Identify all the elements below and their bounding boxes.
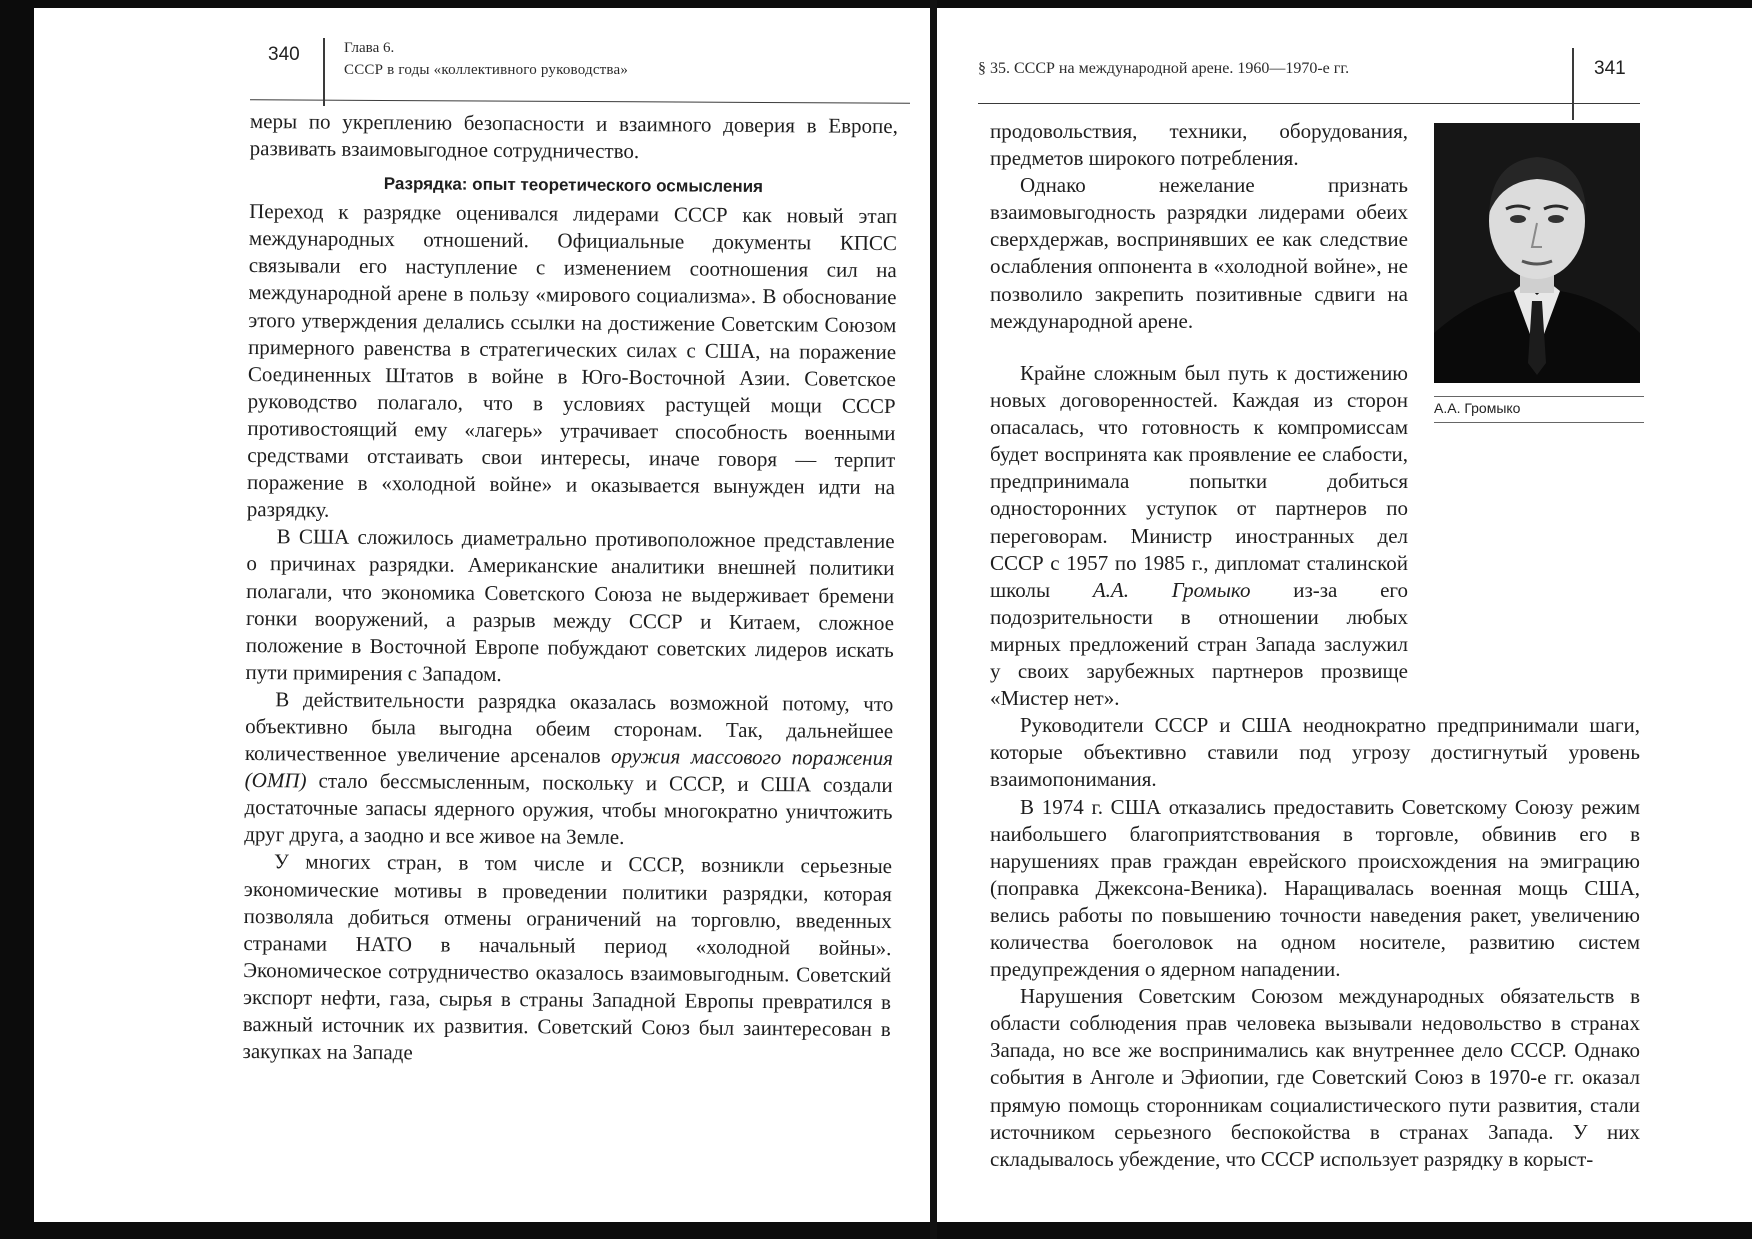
scan-border-top (0, 0, 1752, 8)
section-subheading: Разрядка: опыт теоретического осмысления (383, 174, 764, 197)
left-header-vertical-rule (323, 38, 325, 106)
paragraph: У многих стран, в том числе и СССР, возникли серьезные экономические мотивы в проведении политики разрядки, которая позволяла добиться отмены ограничений на торговлю, введенных странами НАТО в начальный период «холодной войны». Экономическое сотрудничество оказалось взаимовыгодным. Советский экспорт нефти, газа, сырья в страны Западной Европы превратился в важный источник их развития. Советский Союз был заинтересован в закупках на Западе (242, 849, 893, 1065)
portrait-photo (1434, 123, 1640, 383)
left-header-rule (250, 99, 910, 103)
right-header-vertical-rule (1572, 48, 1574, 120)
person-name: А.А. Громыко (1092, 577, 1251, 602)
scan-border-left (0, 0, 34, 1239)
right-header-rule (978, 103, 1640, 104)
photo-caption: А.А. Громыко (1434, 400, 1521, 416)
left-header-title: СССР в годы «коллективного руководства» (344, 62, 629, 78)
paragraph: Нарушения Советским Союзом международных обязательств в области соблюдения прав человека вызывали недовольство в странах Запада, но все же воспринимались как внутреннее дело СССР. Однако события в Анголе и Эфиопии, где Советский Союз в 1970-е гг. оказал прямую помощь сторонникам социалистического пути развития, стали источником серьезного беспокойства в странах Запада. У них складывалось убеждение, что СССР использует разрядку в корыст- (990, 984, 1640, 1171)
paragraph: Переход к разрядке оценивался лидерами СССР как новый этап международных отношений. Официальные документы КПСС связывали его наступление с изменением соотношения сил на международной арене в пользу «мирового социализма». В обоснование этого утверждения делались ссылки на достижение Советским Союзом примерного равенства в стратегических силах с США, на поражение Соединенных Штатов в войне в Юго-Восточной Азии. Советское руководство полагало, что в условиях растущей мощи СССР противостоящий ему «лагерь» утрачивает способность военными средствами отстаивать свои интересы, иначе говоря — терпит поражение в «холодной войне» и оказывается вынужден идти на разрядку. (246, 199, 898, 522)
portrait-image (1434, 123, 1640, 383)
paragraph-with-name (990, 360, 1408, 712)
paragraph-text: В действительности разрядка оказалась возможной потому, что объективно была выгодна обеим сторонам. Так, дальнейшее количественное увеличение арсеналов (244, 687, 894, 768)
left-page-number: 340 (268, 44, 300, 65)
term-wmd: оружия массового поражения (ОМП) (244, 743, 894, 793)
paragraph: Однако нежелание признать взаимовыгодность разрядки лидерами обеих сверхдержав, воспринявших ее как следствие ослабления оппонента в «холодной войне», не позволило закрепить позитивные сдвиги на международной арене. (990, 173, 1408, 333)
right-header-title: § 35. СССР на международной арене. 1960—1970-е гг. (978, 60, 1350, 77)
paragraph-with-term (244, 686, 893, 854)
paragraph-text: стало бессмысленным, поскольку и СССР, и США создали достаточные запасы ядерного оружия, чтобы многократно уничтожить друг друга, а заодно и все живое на Земле. (244, 768, 893, 850)
left-header-chapter: Глава 6. (344, 40, 395, 56)
right-page-body-wide (990, 360, 1640, 1173)
paragraph: Руководители СССР и США неоднократно предпринимали шаги, которые объективно ставили под угрозу достигнутый уровень взаимопонимания. (990, 713, 1640, 792)
right-page-number: 341 (1594, 58, 1626, 79)
paragraph: продовольствия, техники, оборудования, предметов широкого потребления. (990, 119, 1408, 171)
paragraph-text: Крайне сложным был путь к достижению новых договоренностей. Каждая из сторон опасалась, что готовность к компромиссам будет воспринята как проявление ее слабости, предпринимала попытки добиться односторонних уступок от партнеров по переговорам. Министр иностранных дел СССР с 1957 по 1985 г., дипломат сталинской школы (990, 361, 1408, 602)
book-spine (930, 0, 937, 1239)
left-page-body (242, 108, 897, 1070)
paragraph: В 1974 г. США отказались предоставить Советскому Союзу режим наибольшего благоприятствования в торговле, обвинив его в нарушениях прав граждан еврейского происхождения на эмиграцию (поправка Джексона-Веника). Наращивалась военная мощь США, велись работы по повышению точности наведения ракет, увеличению количества боеголовок на одном носителе, развитию систем предупреждения о ядерном нападении. (990, 794, 1640, 982)
paragraph: В США сложилось диаметрально противоположное представление о причинах разрядки. Американские аналитики внешней политики полагали, что экономика Советского Союза не выдерживает бремени гонки вооружений, а разрыв между СССР и Китаем, сложное положение в Восточной Европе побуждают советских лидеров искать пути примирения с Западом. (245, 524, 895, 686)
paragraph-text: из-за его подозрительности в отношении любых мирных предложений стран Запада заслужил у своих зарубежных партнеров прозвище «Мистер нет». (990, 577, 1408, 711)
right-page-body-narrow (990, 118, 1408, 335)
paragraph: меры по укреплению безопасности и взаимного доверия в Европе, развивать взаимовыгодное сотрудничество. (249, 108, 898, 164)
scan-border-bottom (0, 1222, 1752, 1239)
